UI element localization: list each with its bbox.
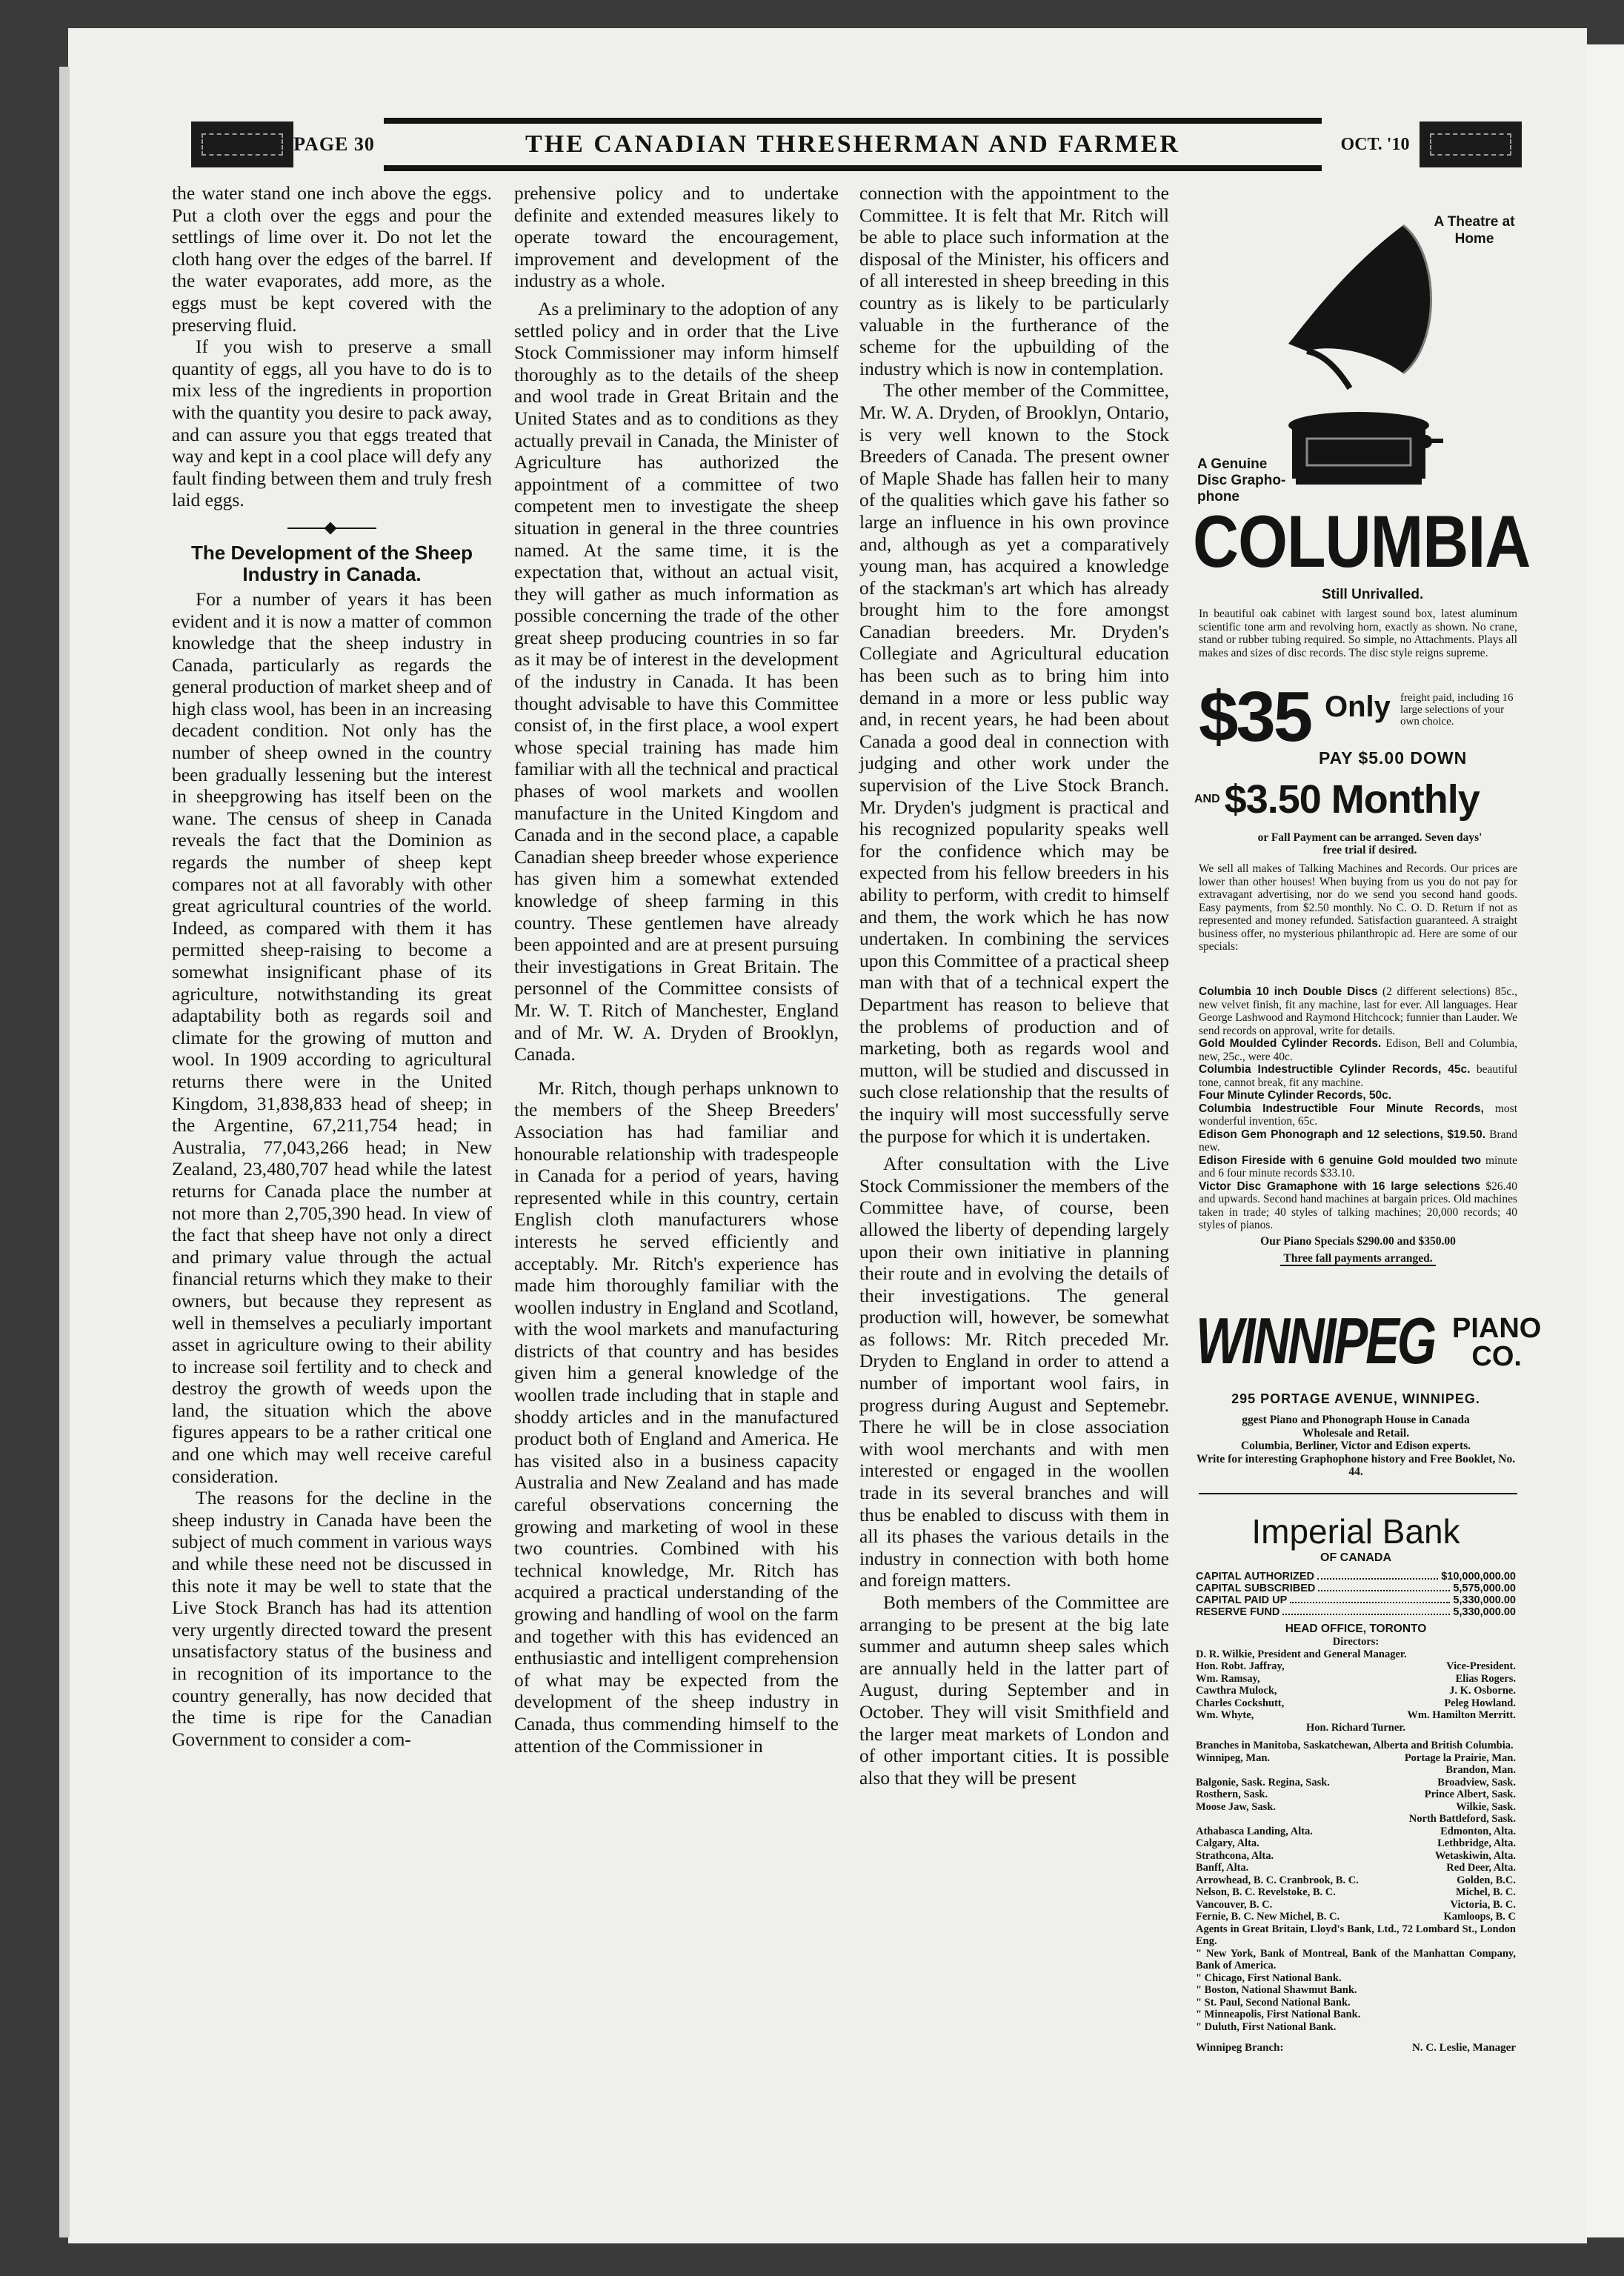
list-item: Victor Disc Gramaphone with 16 large selections $26.40 and upwards. Second hand machines at bargain prices. Old machines taken in trade; 40 styles of talking machines; 20,000 records; 40 styles of pianos. <box>1199 1179 1518 1231</box>
page-edge-right <box>1587 44 1624 2237</box>
down-payment: PAY $5.00 DOWN <box>1319 748 1468 768</box>
columbia-logo: COLUMBIA <box>1193 501 1531 583</box>
fall-payments-note: Three fall payments arranged. <box>1199 1252 1517 1265</box>
paragraph: the water stand one inch above the eggs. Put a cloth over the eggs and pour the settlings of lime over it. Do not let the cloth hang over the edges of the barrel. If the water evaporates, add more, as the eggs must be kept covered with the preserving fluid. <box>172 182 492 336</box>
list-item: " St. Paul, Second National Bank. <box>1196 1996 1351 2009</box>
page-number: PAGE 30 <box>293 133 375 155</box>
imperial-bank-advertisement <box>1188 1511 1523 2055</box>
list-item: Cawthra Mulock, J. K. Osborne. <box>1196 1685 1516 1697</box>
section-divider-ornament <box>287 528 376 529</box>
paragraph: As a preliminary to the adoption of any settled policy and in order that the Live Stock Commissioner may inform himself thoroughly as to the details of the sheep and wool trade in Great Britain and the United States and as to conditions as they actually prevail in Canada, the Minister of Agriculture has authorized the appointment of a committee of two competent men to investigate the sheep situation in general in the three countries named. At the same time, it is the expectation that, without an actual visit, they will gather as much information as possible concerning the trade of the other great sheep producing countries in so far as it may be of interest in the development of the industry in Canada. It has been thought advisable to have this Committee consist of, in the first place, a wool expert whose special training has made him familiar with all the technical and practical phases of wool markets and woollen manufacture in the United Kingdom and Canada and in the second place, a capable Canadian sheep breeder whose experience has given him a somewhat extended knowledge of sheep farming in this country. These gentlemen have already been appointed and are at present pursuing their investigations in Great Britain. The personnel of the Committee consists of Mr. W. T. Ritch of Manchester, England and of Mr. W. A. Dryden of Brooklyn, Canada. <box>514 297 839 1065</box>
issue-date: OCT. '10 <box>1340 134 1410 154</box>
article-column-2 <box>514 182 839 1757</box>
list-item: Gold Moulded Cylinder Records. Edison, Bell and Columbia, new, 25c., were 40c. <box>1199 1037 1518 1063</box>
paragraph: For a number of years it has been evident and it is now a matter of common knowledge that the sheep industry in Canada, particularly as regards the general production of market sheep and of high class wool, has been in an increasing decadent condition. Not only has the number of sheep owned in the country been gradually lessening but the interest in sheepgrowing has itself been on the wane. The census of sheep in Canada reveals the fact that the Dominion as regards the number of sheep kept compares not at all favorably with other great agricultural countries of the world. Indeed, as compared with them it has permitted sheep-raising to become a somewhat insignificant phase of its agriculture, notwithstanding its great adaptability both as regards soil and climate for the growing of mutton and wool. In 1909 according to agricultural returns there were in the United Kingdom, 31,838,833 head of sheep; in the Argentine, 67,211,754 head; in Australia, 77,043,266 head; in New Zealand, 23,480,707 head while the latest returns for Canada place the number at not more than 2,705,390 head. In view of the fact that sheep have not only a direct and primary value through the actual financial returns which they make to their owners, but because they represent as well in themselves a peculiarly important asset in agriculture owing to their ability to increase soil fertility and to check and destroy the growth of weeds upon the land, the situation which the above figures appears to be a rather critical one and one which may well receive careful consideration. <box>172 588 492 1487</box>
article-column-1 <box>172 182 492 1750</box>
list-item: Brandon, Man. <box>1445 1764 1516 1776</box>
advertisement-column <box>1188 178 1542 2054</box>
bank-title: Imperial Bank <box>1251 1512 1460 1551</box>
ad-tagline: A Theatre at Home <box>1434 214 1515 247</box>
and-label: AND <box>1194 793 1220 805</box>
directors-list: Directors: D. R. Wilkie, President and General Manager. Hon. Robt. Jaffray, Vice-President. Wm. Ramsay, Elias Rogers. Cawthra Mulock, J. K. Osborne. Charles Cockshutt, Peleg Howland. Wm. Whyte, Wm. Hamilton Merritt. Hon. Richard Turner. Branches in Manitoba, Saskatchewan, Alberta and British Columbia. Winnipeg, Man. Portage la Prairie, Man. Brandon, Man. Balgonie, Sask. Regina, Sask. Broadview, Sask. Rosthern, Sask. Prince Albert, Sask. Moose Jaw, Sask. Wilkie, Sask. North Battleford, Sask. Athabasca Landing, Alta. Edmonton, Alta. Calgary, Alta. Lethbridge, Alta. Strathcona, Alta. Wetaskiwin, Alta. Banff, Alta. Red Deer, Alta. Arrowhead, B. C. Cranbrook, B. C. Golden, B.C. Nelson, B. C. Revelstoke, B. C. Michel, B. C. Vancouver, B. C. Victoria, B. C. Fernie, B. C. New Michel, B. C. Kamloops, B. C Agents in Great Britain, Lloyd's Bank, Ltd., 72 Lombard St., London Eng. " New York, Bank of Montreal, Bank of the Manhattan Company, Bank of America. " Chicago, First National Bank. " Boston, National Shawmut Bank. " St. Paul, Second National Bank. " Minneapolis, First National Bank. " Duluth, First National Bank. <box>1196 1636 1516 2033</box>
capital-row: RESERVE FUND 5,330,000.00 <box>1196 1606 1516 1618</box>
columbia-advertisement <box>1188 178 1531 1289</box>
store-address: 295 PORTAGE AVENUE, WINNIPEG. <box>1231 1391 1480 1406</box>
list-item: Balgonie, Sask. Regina, Sask. Broadview, Sask. <box>1196 1776 1516 1788</box>
paragraph: The other member of the Committee, Mr. W. A. Dryden, of Brooklyn, Ontario, is very well known to the Stock Breeders of Canada. The present owner of Maple Shade has fallen heir to many of the qualities which gave his father so large an influence in his own province and, although as yet a comparatively young man, has acquired a knowledge of the stackman's art which has already brought him to the fore amongst Canadian breeders. Mr. Dryden's Collegiate and Agricultural education has been such as to bring him into demand in a more or less public way and, in recent years, he had been about Canada a good deal in connection with judging and other work under the supervision of the Live Stock Branch. Mr. Dryden's judgment is practical and his recognized popularity speaks well for the confidence which may be expected from his fellow breeders in his ability to perform, with credit to himself and them, the work which he has now undertaken. In combining the services upon this Committee of a practical sheep man with that of a technical expert the Department has reason to believe that the problems of production and of marketing, both as regards wool and mutton, will be studied and discussed in such close relationship that the results of the inquiry will most successfully serve the purpose for which it is undertaken. <box>859 379 1169 1147</box>
list-item: " Duluth, First National Bank. <box>1196 2020 1337 2033</box>
paragraph: After consultation with the Live Stock Commissioner the members of the Committee have, of course, been allowed the liberty of depending largely upon their own initiative in planning their route and in evolving the details of their investigations. The general production will, however, be somewhat as follows: Mr. Ritch preceded Mr. Dryden to England in order to attend a number of important wool fairs, in progress during August and Septemebr. There he will be in close association with wool merchants and with men interested or engaged in the woollen trade in its several branches and will thus be enabled to discuss with them in all its phases the various details in the industry in connection with both home and foreign matters. <box>859 1153 1169 1591</box>
list-item: Calgary, Alta. Lethbridge, Alta. <box>1196 1837 1516 1849</box>
bank-subtitle: OF CANADA <box>1320 1551 1391 1564</box>
list-item: Nelson, B. C. Revelstoke, B. C. Michel, B. C. <box>1196 1886 1516 1898</box>
paragraph: prehensive policy and to undertake definite and extended measures likely to operate toward the encouragement, improvement and development of the industry as a whole. <box>514 182 839 292</box>
list-item: " Minneapolis, First National Bank. <box>1196 2009 1361 2020</box>
ad-genuine-label: A Genuine Disc Grapho-phone <box>1197 456 1286 505</box>
list-item: Wm. Ramsay, Elias Rogers. <box>1196 1672 1516 1685</box>
list-item: North Battleford, Sask. <box>1408 1813 1516 1825</box>
header-ornament-left <box>191 122 293 167</box>
paragraph: Both members of the Committee are arranging to be present at the big late summer and autumn sheep sales which are annually held in the latter part of August, during September and in October. They will visit Smithfield and the larger meat markets of London and of other important cities. It is possible also that they will be present <box>859 1591 1169 1788</box>
list-item: Wm. Whyte, Wm. Hamilton Merritt. <box>1196 1709 1516 1721</box>
list-item: Four Minute Cylinder Records, 50c. <box>1199 1089 1392 1102</box>
list-item: Columbia Indestructible Four Minute Records, most wonderful invention, 65c. <box>1199 1102 1518 1128</box>
list-item: Strathcona, Alta. Wetaskiwin, Alta. <box>1196 1849 1516 1862</box>
ad-description: In beautiful oak cabinet with largest sound box, latest aluminum scientific tone arm and revolving horn, exactly as shown. No crane, stand or rubber tubing required. So simple, no Attachments. Plays all makes and sizes of disc records. The disc style reigns supreme. <box>1199 608 1517 659</box>
capital-row: CAPITAL AUTHORIZED $10,000,000.00 <box>1196 1571 1516 1583</box>
capital-row: CAPITAL PAID UP 5,330,000.00 <box>1196 1594 1516 1606</box>
page-edge-left <box>59 67 70 2237</box>
list-item: Columbia Indestructible Cylinder Records, 45c. beautiful tone, cannot break, fit any machine. <box>1199 1063 1517 1089</box>
paragraph: If you wish to preserve a small quantity of eggs, all you have to do is to mix less of the ingredients in proportion with the quantity you desire to pack away, and can assure you that eggs treated that way and kept in a cool place will defy any fault finding between them and truly fresh laid eggs. <box>172 336 492 511</box>
store-description: ggest Piano and Phonograph House in Canada Wholesale and Retail. Columbia, Berliner, Victor and Edison experts. Write for interesting Graphophone history and Free Booklet, No. 44. <box>1196 1414 1516 1478</box>
header-ornament-right <box>1420 122 1522 167</box>
winnipeg-logo: WINNIPEG <box>1196 1304 1435 1377</box>
list-item: " Boston, National Shawmut Bank. <box>1196 1984 1357 1996</box>
list-item: Agents in Great Britain, Lloyd's Bank, Ltd., 72 Lombard St., London Eng. <box>1196 1923 1516 1947</box>
list-item: " New York, Bank of Montreal, Bank of the Manhattan Company, Bank of America. <box>1196 1947 1516 1971</box>
monthly-amount: $3.50 Monthly <box>1224 777 1480 822</box>
price-block <box>1199 677 1517 756</box>
list-item: D. R. Wilkie, President and General Manager. <box>1196 1648 1407 1660</box>
list-item: Columbia 10 inch Double Discs (2 different selections) 85c., new velvet finish, fit any machine, last for ever. All languages. Hear George Lashwood and Raymond Hitchcock; funnier than Lauder. We send records on approval, write for details. <box>1199 985 1518 1037</box>
price-value: $35 <box>1199 677 1311 756</box>
capital-row: CAPITAL SUBSCRIBED 5,575,000.00 <box>1196 1583 1516 1594</box>
paragraph: The reasons for the decline in the sheep industry in Canada have been the subject of much comment in various ways and while these need not be discussed in this note it may be well to state that the Live Stock Branch has had its attention very urgently directed toward the present unsatisfactory status of the business and in recognition of its importance to the country generally, has now decided that the time is ripe for the Canadian Government to consider a com- <box>172 1487 492 1750</box>
list-item: Fernie, B. C. New Michel, B. C. Kamloops, B. C <box>1196 1911 1516 1923</box>
piano-specials: Our Piano Specials $290.00 and $350.00 <box>1260 1234 1456 1248</box>
price-only-label: Only <box>1325 691 1391 723</box>
list-item: Athabasca Landing, Alta. Edmonton, Alta. <box>1196 1825 1516 1837</box>
gramophone-illustration <box>1218 203 1448 493</box>
ad-divider <box>1199 1493 1517 1494</box>
specials-list <box>1199 985 1517 1265</box>
list-item: " Chicago, First National Bank. <box>1196 1971 1342 1984</box>
piano-co-logo: PIANO CO. <box>1452 1313 1542 1372</box>
article-heading: The Development of the Sheep Industry in Canada. <box>191 541 473 585</box>
ad-slogan: Still Unrivalled. <box>1322 587 1424 602</box>
head-office: HEAD OFFICE, TORONTO <box>1285 1623 1427 1635</box>
list-item: Arrowhead, B. C. Cranbrook, B. C. Golden, B.C. <box>1196 1874 1516 1886</box>
paragraph: Mr. Ritch, though perhaps unknown to the members of the Sheep Breeders' Association has had familiar and honourable relationship with tradespeople in Canada for a period of years, having represented while in this country, certain English cloth manufacturers whose interests he served efficiently and acceptably. Mr. Ritch's experience has made him thoroughly familiar with the woollen industry in England and Scotland, with the wool markets and manufacturing districts of that country and has besides given him a general knowledge of the woollen trade including that in staple and shoddy articles and in the manufactured product both of England and America. He has visited also in a business capacity Australia and New Zealand and has made careful observations concerning the growing and marketing of wool in these two countries. Combined with his technical knowledge, Mr. Ritch has acquired a practical understanding of the growing and handling of wool on the farm and together with this has evidenced an enthusiastic and intelligent comprehension of what may be expected from the development of the sheep industry in Canada, thus commending himself to the attention of the Commissioner in <box>514 1077 839 1757</box>
price-note: freight paid, including 16 large selections of your own choice. <box>1400 692 1514 728</box>
monthly-payment <box>1194 776 1520 822</box>
list-item: Hon. Robt. Jaffray, Vice-President. <box>1196 1660 1516 1672</box>
masthead-title: THE CANADIAN THRESHERMAN AND FARMER <box>384 118 1322 171</box>
list-item: Charles Cockshutt, Peleg Howland. <box>1196 1697 1516 1709</box>
page-header <box>191 119 1522 170</box>
article-column-3 <box>859 182 1169 1788</box>
list-item: Rosthern, Sask. Prince Albert, Sask. <box>1196 1788 1516 1800</box>
list-item: Edison Fireside with 6 genuine Gold moulded two minute and 6 four minute records $33.10. <box>1199 1154 1517 1179</box>
list-item: Moose Jaw, Sask. Wilkie, Sask. <box>1196 1800 1516 1813</box>
fall-payment-note: or Fall Payment can be arranged. Seven days' free trial if desired. <box>1257 831 1482 856</box>
list-item: Edison Gem Phonograph and 12 selections, $19.50. Brand new. <box>1199 1128 1517 1154</box>
list-item: Vancouver, B. C. Victoria, B. C. <box>1196 1898 1516 1911</box>
ad-body-text: We sell all makes of Talking Machines and Records. Our prices are lower than other houses! When buying from us you do not pay for extravagant advertising, nor do we send you second hand goods. Easy payments, from $2.50 monthly. No C. O. D. Return if not as represented and money refunded. Satisfaction guaranteed. A straight business offer, no mysterious philanthropic ad. Here are some of our specials: <box>1199 862 1517 953</box>
list-item: Winnipeg, Man. Portage la Prairie, Man. <box>1196 1751 1516 1764</box>
winnipeg-piano-advertisement <box>1188 1304 1542 1478</box>
bank-footer: Winnipeg Branch: N. C. Leslie, Manager <box>1196 2042 1516 2054</box>
list-item: Banff, Alta. Red Deer, Alta. <box>1196 1862 1516 1874</box>
paragraph: connection with the appointment to the Committee. It is felt that Mr. Ritch will be able to place such information at the disposal of the Minister, his officers and of all interested in sheep breeding in this country as is likely to be particularly valuable in the furtherance of the scheme for the upbuilding of the industry which is now in contemplation. <box>859 182 1169 379</box>
